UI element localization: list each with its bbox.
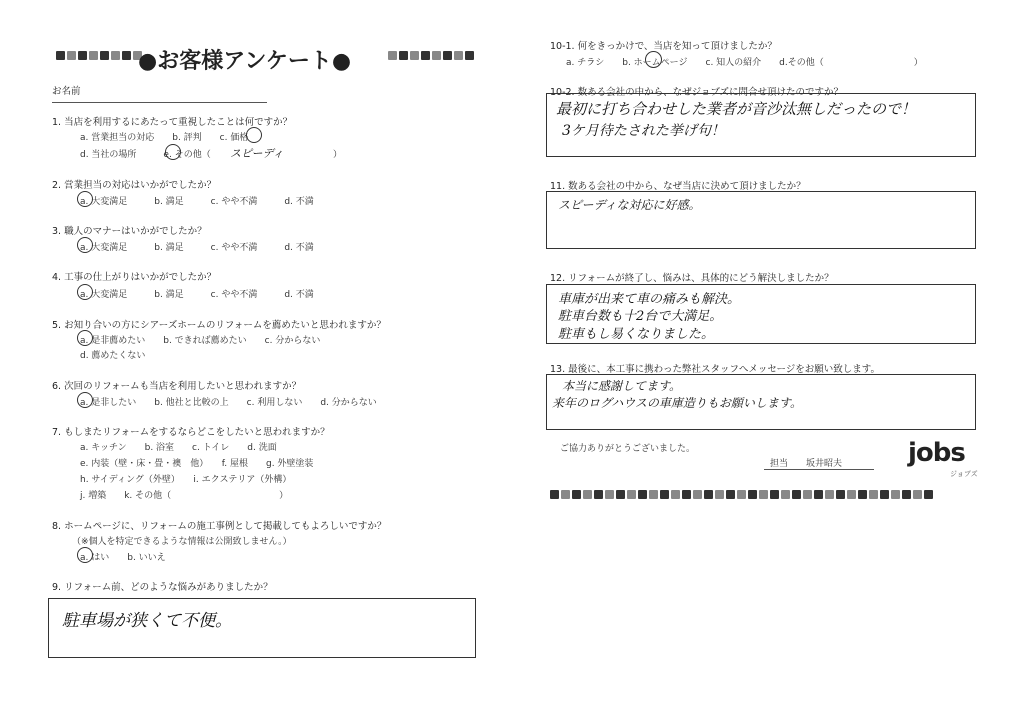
q8-options: a. はい b. いいえ	[80, 553, 166, 563]
q5-answer-circle	[77, 330, 93, 346]
q4-options: a. 大変満足 b. 満足 c. やや不満 d. 不満	[80, 290, 314, 300]
q3-options: a. 大変満足 b. 満足 c. やや不満 d. 不満	[80, 243, 314, 253]
q2-answer-circle	[77, 191, 93, 207]
q12-answer-line1: 車庫が出来て車の痛みも解決。	[558, 292, 741, 307]
q10-2-answer-line2: 3ケ月待たされた挙げ句！	[562, 123, 725, 139]
q10-1-answer-circle	[645, 51, 662, 68]
q6-text: 6. 次回のリフォームも当店を利用したいと思われますか？	[52, 381, 302, 392]
page-title: ●お客様アンケート●	[138, 49, 352, 74]
q2-options: a. 大変満足 b. 満足 c. やや不満 d. 不満	[80, 197, 314, 207]
q1-answer-circle	[246, 127, 262, 143]
q12-text: 12. リフォームが終了し、悩みは、具体的にどう解決しましたか？	[550, 273, 834, 284]
q7-options-row2: e. 内装（壁・床・畳・襖 他） f. 屋根 g. 外壁塗装	[80, 459, 314, 469]
q1-options-row2: d. 当社の場所 e. その他（	[80, 150, 211, 160]
q5-text: 5. お知り合いの方にシアーズホームのリフォームを薦めたいと思われますか？	[52, 320, 386, 331]
q7-options-row3: h. サイディング（外壁） i. エクステリア（外構）	[80, 475, 292, 485]
footer-decoration-strip	[550, 484, 935, 503]
name-underline	[52, 102, 267, 103]
q7-options-row1: a. キッチン b. 浴室 c. トイレ d. 洗面	[80, 443, 277, 453]
q10-2-text: 10-2. 数ある会社の中から、なぜジョブズに問合せ頂けたのですか？	[550, 87, 844, 98]
q2-text: 2. 営業担当の対応はいかがでしたか？	[52, 180, 217, 191]
q1-options-row1: a. 営業担当の対応 b. 評判 c. 価格	[80, 133, 249, 143]
q11-text: 11. 数ある会社の中から、なぜ当店に決めて頂けましたか？	[550, 181, 806, 192]
header-decoration-right	[388, 45, 476, 64]
q7-options-row4: j. 増築 k. その他（ ）	[80, 491, 289, 501]
q10-2-answer-line1: 最初に打ち合わせした業者が音沙汰無しだったので！	[556, 100, 917, 118]
staff-name: 坂井昭夫	[806, 459, 843, 469]
q13-text: 13. 最後に、本工事に携わった弊社スタッフへメッセージをお願い致します。	[550, 364, 881, 375]
q12-answer-line3: 駐車もし易くなりました。	[558, 327, 715, 342]
q10-1-options: a. チラシ b. ホームページ c. 知人の紹介 d.その他（ ）	[566, 58, 923, 68]
q5-options-row1: a. 是非薦めたい b. できれば薦めたい c. 分からない	[80, 336, 321, 346]
q13-answer-line1: 本当に感謝してます。	[562, 379, 682, 393]
staff-underline	[764, 469, 874, 470]
q9-text: 9. リフォーム前、どのような悩みがありましたか？	[52, 582, 273, 593]
q3-answer-circle	[77, 237, 93, 253]
q12-answer-line2: 駐車台数も十2台で大満足。	[558, 309, 723, 324]
q3-text: 3. 職人のマナーはいかがでしたか？	[52, 226, 207, 237]
q6-options: a. 是非したい b. 他社と比較の上 c. 利用しない d. 分からない	[80, 398, 377, 408]
name-label: お名前	[52, 86, 81, 97]
q9-answer: 駐車場が狭くて不便。	[62, 611, 232, 631]
q10-1-text: 10-1. 何をきっかけで、当店を知って頂けましたか？	[550, 41, 777, 52]
q8-answer-circle	[77, 547, 93, 563]
q1-close-paren: ）	[333, 150, 343, 160]
header-decoration-left	[56, 45, 144, 64]
jobs-logo: jobs	[908, 438, 965, 468]
staff-label: 担当	[770, 459, 789, 469]
q6-answer-circle	[77, 392, 93, 408]
q5-options-row2: d. 薦めたくない	[80, 351, 146, 361]
q4-answer-circle	[77, 284, 93, 300]
q1-text: 1. 当店を利用するにあたって重視したことは何ですか？	[52, 117, 293, 128]
thanks-text: ご協力ありがとうございました。	[560, 444, 696, 454]
q1-other-answer: スピーディ	[230, 147, 284, 160]
q4-text: 4. 工事の仕上がりはいかがでしたか？	[52, 272, 217, 283]
q11-answer: スピーディな対応に好感。	[558, 198, 701, 212]
q13-answer-line2: 来年のログハウスの車庫造りもお願いします。	[552, 396, 802, 410]
q7-text: 7. もしまたリフォームをするならどこをしたいと思われますか？	[52, 427, 330, 438]
jobs-logo-subtitle: ジョブズ	[950, 470, 978, 478]
q8-note: （※個人を特定できるような情報は公開致しません。）	[72, 537, 292, 547]
q1-other-circle	[165, 144, 181, 160]
q8-text: 8. ホームページに、リフォームの施工事例として掲載してもよろしいですか？	[52, 521, 387, 532]
